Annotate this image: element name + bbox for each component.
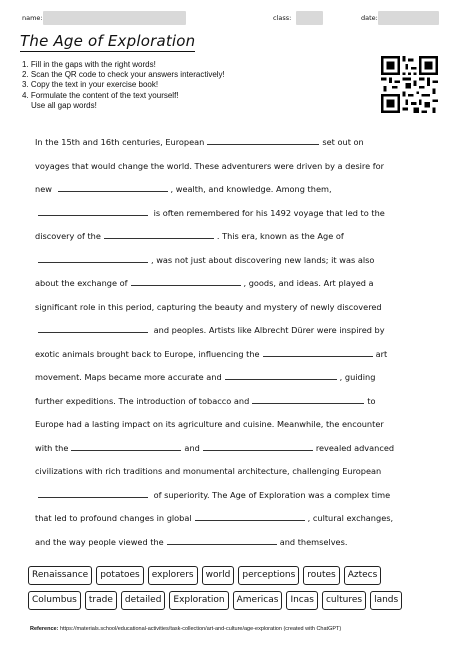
- gap-field[interactable]: [252, 393, 364, 404]
- reference-link[interactable]: https://materials.school/educational-activities/task-collection/art-and-culture/age-exploration (created with ChatGPT): [59, 626, 342, 632]
- page-title: The Age of Exploration: [20, 32, 196, 50]
- gap-field[interactable]: [38, 322, 148, 333]
- text-segment: In the 15th and 16th centuries, European: [35, 137, 205, 147]
- instruction-item: 4. Formulate the content of the text yourself!: [22, 90, 179, 100]
- text-segment: art movement. Maps became more accurate and: [35, 348, 388, 382]
- instruction-item: Use all gap words!: [31, 100, 97, 110]
- word-chip[interactable]: Americas: [233, 591, 283, 610]
- word-chip[interactable]: Exploration: [169, 591, 228, 610]
- gap-field[interactable]: [38, 487, 148, 498]
- text-segment: revealed advanced civilizations with rich traditions and monumental architecture, challenging European: [35, 442, 395, 476]
- gap-field[interactable]: [203, 440, 313, 451]
- gap-field[interactable]: [38, 205, 148, 216]
- instruction-item: 2. Scan the QR code to check your answers interactively!: [22, 70, 225, 80]
- text-segment: . This era, known as the Age of: [216, 231, 344, 241]
- date-label: date:: [361, 14, 378, 22]
- text-segment: , wealth, and knowledge. Among them,: [170, 184, 332, 194]
- instructions-list: [22, 60, 225, 111]
- reference-line: [30, 626, 341, 632]
- text-segment: of superiority. The Age of Exploration was a complex time that led to profound changes in global: [35, 489, 391, 523]
- gap-field[interactable]: [58, 181, 168, 192]
- word-chip[interactable]: Renaissance: [28, 566, 92, 585]
- word-chip[interactable]: perceptions: [238, 566, 299, 585]
- gap-field[interactable]: [195, 510, 305, 521]
- gap-field[interactable]: [104, 228, 214, 239]
- word-chip[interactable]: Columbus: [28, 591, 81, 610]
- text-segment: and: [184, 442, 200, 453]
- text-segment: , was not just about discovering new lands; it was also about the exchange of: [35, 254, 375, 288]
- gap-field[interactable]: [207, 134, 319, 145]
- date-field[interactable]: [378, 11, 439, 25]
- text-segment: , cultural exchanges, and the way people viewed the: [35, 513, 394, 547]
- text-segment: to Europe had a lasting impact on its agriculture and cuisine. Meanwhile, the encounter with the: [35, 395, 384, 453]
- class-label: class:: [273, 14, 292, 22]
- gap-field[interactable]: [71, 440, 181, 451]
- worksheet-header: [0, 10, 460, 28]
- word-chip[interactable]: potatoes: [96, 566, 144, 585]
- word-chip[interactable]: Incas: [286, 591, 318, 610]
- word-chip[interactable]: explorers: [148, 566, 198, 585]
- reference-label: Reference:: [30, 626, 59, 632]
- instruction-item: 1. Fill in the gaps with the right words!: [22, 60, 156, 69]
- word-chip[interactable]: trade: [85, 591, 117, 610]
- text-segment: set out on voyages that would change the world. These adventurers were driven by a desire for new: [35, 137, 385, 194]
- gap-field[interactable]: [225, 369, 337, 380]
- word-bank-row: [28, 566, 443, 585]
- name-field[interactable]: [43, 11, 186, 25]
- gap-text: [35, 131, 395, 554]
- gap-field[interactable]: [131, 275, 241, 286]
- text-segment: , goods, and ideas. Art played a significant role in this period, capturing the beauty and mystery of newly discovered: [35, 278, 382, 312]
- text-segment: and peoples. Artists like Albrecht Dürer were inspired by exotic animals brought back to Europe, influencing the: [35, 325, 385, 359]
- word-chip[interactable]: detailed: [121, 591, 166, 610]
- word-chip[interactable]: Aztecs: [344, 566, 382, 585]
- qr-code-icon[interactable]: [381, 56, 438, 113]
- instruction-item: 3. Copy the text in your exercise book!: [22, 80, 159, 90]
- gap-field[interactable]: [263, 346, 373, 357]
- word-chip[interactable]: routes: [303, 566, 339, 585]
- class-field[interactable]: [296, 11, 323, 25]
- word-bank: [28, 566, 443, 616]
- word-chip[interactable]: world: [202, 566, 235, 585]
- text-segment: and themselves.: [279, 536, 348, 547]
- word-chip[interactable]: cultures: [322, 591, 366, 610]
- text-segment: , guiding further expeditions. The introduction of tobacco and: [35, 372, 376, 406]
- gap-field[interactable]: [38, 252, 148, 263]
- name-label: name:: [22, 14, 43, 22]
- text-segment: is often remembered for his 1492 voyage that led to the discovery of the: [35, 207, 385, 241]
- word-chip[interactable]: lands: [370, 591, 402, 610]
- gap-field[interactable]: [167, 534, 277, 545]
- word-bank-row: [28, 591, 443, 610]
